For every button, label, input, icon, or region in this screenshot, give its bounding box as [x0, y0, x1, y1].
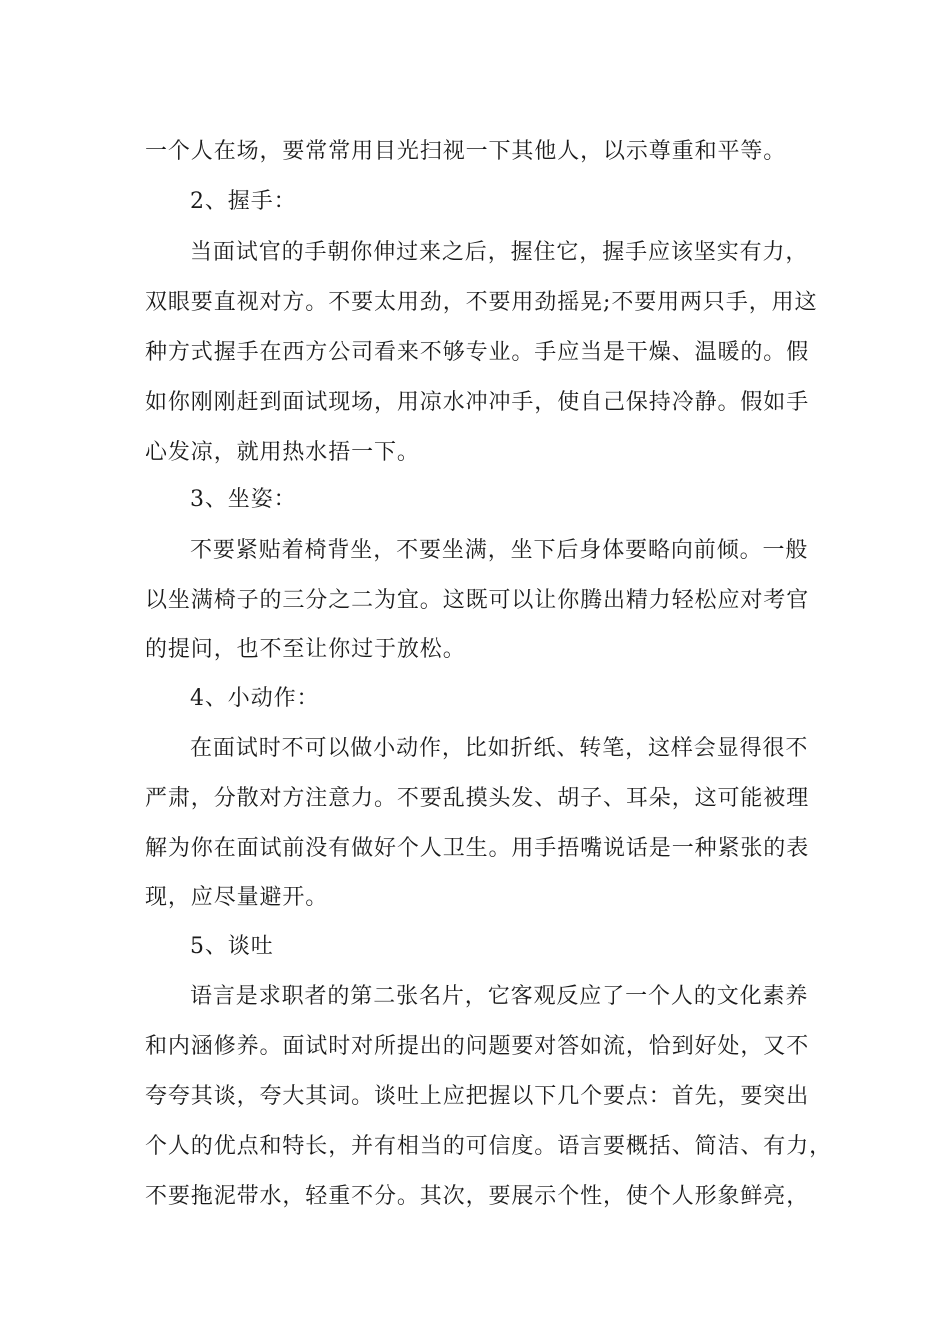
paragraph-line: 严肃，分散对方注意力。不要乱摸头发、胡子、耳朵，这可能被理: [145, 786, 810, 811]
paragraph-line: 如你刚刚赶到面试现场，用凉水冲冲手，使自己保持冷静。假如手: [145, 390, 810, 415]
section-heading-speech: 5、谈吐: [190, 934, 274, 959]
section-heading-handshake: 2、握手：: [190, 189, 297, 214]
paragraph-line: 种方式握手在西方公司看来不够专业。手应当是干燥、温暖的。假: [145, 340, 810, 365]
paragraph-line: 和内涵修养。面试时对所提出的问题要对答如流，恰到好处，又不: [145, 1034, 810, 1059]
paragraph-line: 不要紧贴着椅背坐，不要坐满，坐下后身体要略向前倾。一般: [190, 538, 809, 563]
section-heading-posture: 3、坐姿：: [190, 487, 297, 512]
section-heading-gestures: 4、小动作：: [190, 686, 320, 711]
paragraph-line: 以坐满椅子的三分之二为宜。这既可以让你腾出精力轻松应对考官: [145, 588, 810, 613]
paragraph-line: 夸夸其谈，夸大其词。谈吐上应把握以下几个要点：首先，要突出: [145, 1084, 810, 1109]
paragraph-line: 在面试时不可以做小动作，比如折纸、转笔，这样会显得很不: [190, 736, 809, 761]
paragraph-line: 不要拖泥带水，轻重不分。其次，要展示个性，使个人形象鲜亮，: [145, 1184, 810, 1209]
paragraph-line: 现，应尽量避开。: [145, 885, 329, 910]
paragraph-line: 解为你在面试前没有做好个人卫生。用手捂嘴说话是一种紧张的表: [145, 836, 810, 861]
paragraph-line: 个人的优点和特长，并有相当的可信度。语言要概括、简洁、有力，: [145, 1134, 833, 1159]
paragraph-line: 当面试官的手朝你伸过来之后，握住它，握手应该坚实有力，: [190, 240, 809, 265]
paragraph-line: 的提问，也不至让你过于放松。: [145, 637, 466, 662]
paragraph-line: 双眼要直视对方。不要太用劲，不要用劲摇晃;不要用两只手，用这: [145, 290, 818, 315]
paragraph-line: 语言是求职者的第二张名片，它客观反应了一个人的文化素养: [190, 984, 809, 1009]
paragraph-line: 心发凉，就用热水捂一下。: [145, 440, 420, 465]
paragraph-line: 一个人在场，要常常用目光扫视一下其他人，以示尊重和平等。: [145, 139, 787, 164]
